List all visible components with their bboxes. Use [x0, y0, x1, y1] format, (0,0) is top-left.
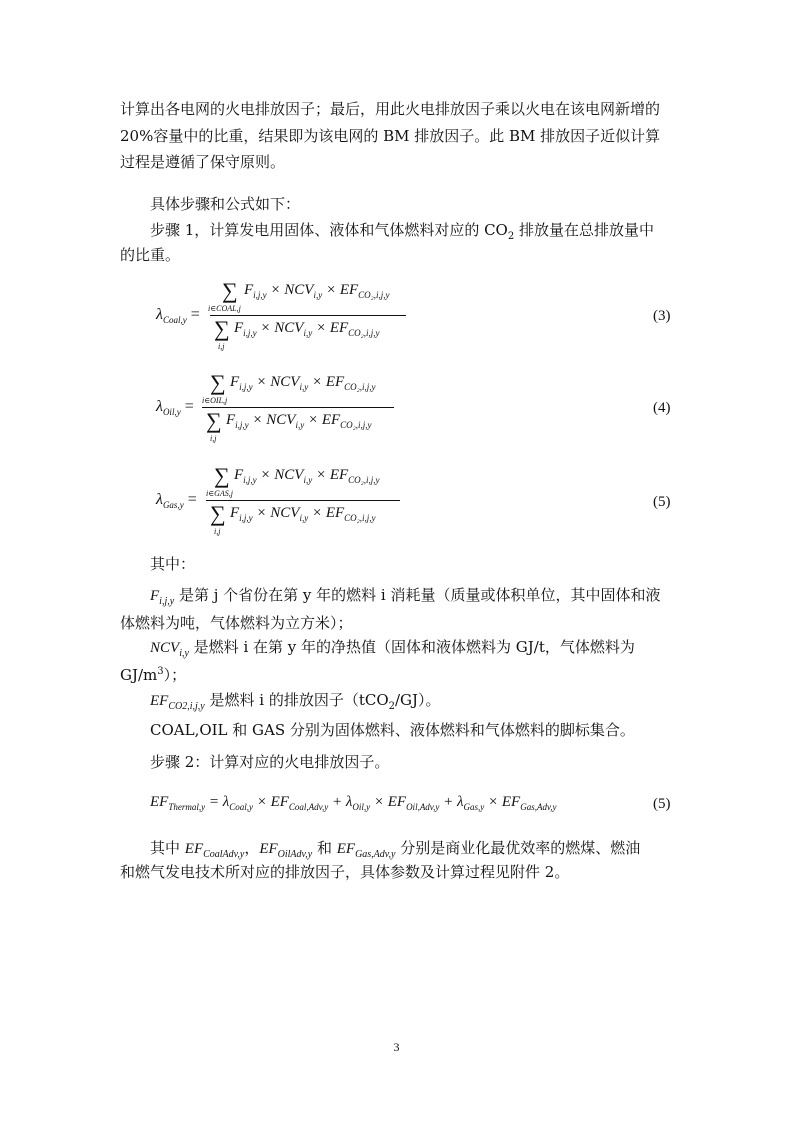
formula-oil-den-index: i,j [210, 434, 217, 443]
intro-paragraph: 计算出各电网的火电排放因子；最后，用此火电排放因子乘以火电在该电网新增的 20%容量中的比重，结果即为该电网的 BM 排放因子。此 BM 排放因子近似计算过程是遵循了保守原则。 [120, 100, 661, 171]
step1-line2: 的比重。 [120, 246, 181, 264]
step2-text: 步骤 2：计算对应的火电排放因子。 [150, 753, 390, 771]
equation-number-5: (5) [653, 494, 671, 510]
closing-line1: 其中 $EF_{CoalAdv,y}$，$EF_{OilAdv,y}$ 和 $EF_{Gas,Adv,y}$ 分别是商业化最优效率的燃煤、燃油 [150, 839, 641, 860]
fraction-bar [206, 500, 400, 501]
formula-coal-denominator: $F_{i,j,y} \times NCV_{i,y} \times EF_{CO_2,i,j,y}$ [234, 320, 380, 338]
formula-gas-denominator: $F_{i,j,y} \times NCV_{i,y} \times EF_{CO_2,i,j,y}$ [230, 505, 376, 523]
co2-subscript: 2 [507, 231, 515, 242]
formula-gas-den-index: i,j [214, 527, 221, 536]
equation-number-3: (3) [653, 308, 671, 324]
formula-coal-numerator: $F_{i,j,y} \times NCV_{i,y} \times EF_{CO_2,i,j,y}$ [244, 282, 390, 300]
step1-text: 步骤 1，计算发电用固体、液体和气体燃料对应的 CO [150, 221, 508, 239]
sum-symbol: ∑ [206, 408, 222, 433]
formula-gas-sum-index: i∈GAS,j [206, 489, 234, 498]
where-label: 其中： [150, 555, 196, 573]
formula-gas-numerator: $F_{i,j,y} \times NCV_{i,y} \times EF_{CO_2,i,j,y}$ [234, 467, 380, 485]
fraction-bar [202, 407, 394, 408]
formula-coal-sum-index: i∈COAL,j [208, 304, 241, 313]
formula-gas-lhs: $\lambda_{Gas,y}$ = [156, 491, 197, 511]
formula-oil-denominator: $F_{i,j,y} \times NCV_{i,y} \times EF_{CO_2,i,j,y}$ [226, 412, 372, 430]
formula-oil-numerator: $F_{i,j,y} \times NCV_{i,y} \times EF_{CO_2,i,j,y}$ [230, 374, 376, 392]
sum-symbol: ∑ [210, 501, 226, 526]
formula-oil-lhs: $\lambda_{Oil,y}$ = [156, 398, 194, 418]
step1-text-end: 排放量在总排放量中 [514, 221, 655, 239]
formula-coal-den-index: i,j [218, 342, 225, 351]
step1-line1 [150, 218, 654, 242]
sum-symbol: ∑ [222, 278, 238, 303]
formula-oil-sum-index: i∈OIL,j [202, 396, 228, 405]
sum-symbol: ∑ [214, 316, 230, 341]
fraction-bar [210, 315, 406, 316]
definition-EF: $EF_{CO2,i,j,y}$ 是燃料 i 的排放因子（tCO$_2$/GJ）。 [150, 691, 441, 712]
closing-line2: 和燃气发电技术所对应的排放因子，具体参数及计算过程见附件 2。 [120, 863, 570, 881]
equation-number-thermal: (5) [653, 796, 671, 812]
steps-heading: 具体步骤和公式如下： [150, 195, 301, 213]
formula-coal-lhs: $\lambda_{Coal,y}$ = [156, 306, 200, 326]
sum-symbol: ∑ [214, 463, 230, 488]
definition-sets: COAL,OIL 和 GAS 分别为固体燃料、液体燃料和气体燃料的脚标集合。 [150, 721, 635, 739]
definition-NCV: $NCV_{i,y}$ 是燃料 i 在第 y 年的净热值（固体和液体燃料为 GJ/t，气体燃料为 $GJ/m^3$）； [120, 638, 635, 684]
page-number: 3 [393, 1040, 400, 1054]
definition-F: $F_{i,j,y}$ 是第 j 个省份在第 y 年的燃料 i 消耗量（质量或体积单位，其中固体和液体燃料为吨，气体燃料为立方米）； [120, 586, 661, 632]
equation-number-4: (4) [653, 400, 671, 416]
sum-symbol: ∑ [210, 370, 226, 395]
formula-thermal: $EF_{Thermal,y} = \lambda_{Coal,y} \times EF_{Coal,Adv,y} + \lambda_{Oil,y} \times EF_{Oil,Adv,y} + \lambda_{Gas,y} \times EF_{Gas,Adv,y}$ [150, 794, 557, 812]
